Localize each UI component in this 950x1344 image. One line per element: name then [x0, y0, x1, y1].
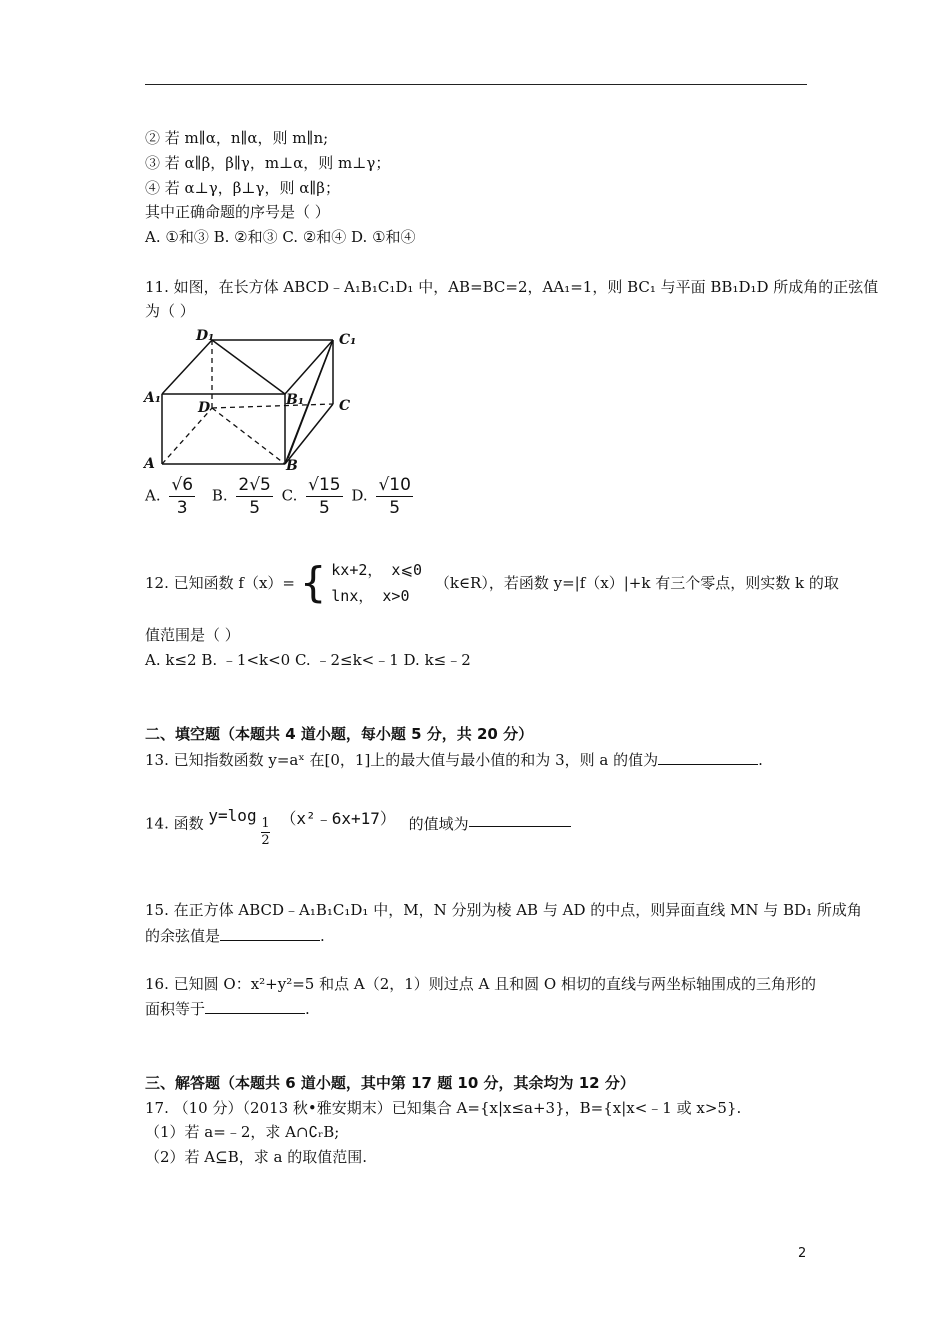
label-B: B [286, 458, 298, 474]
label-D1: D₁ [196, 328, 215, 344]
label-A1: A₁ [144, 390, 161, 406]
q13: 13. 已知指数函数 y=aˣ 在[0，1]上的最大值与最小值的和为 3，则 a 的值为 . [145, 751, 763, 769]
label-C: C [339, 398, 351, 414]
q11-option-d: D. $\frac{√10}{5}$ [351, 475, 411, 518]
q12-options: A. k≤2 B. ﹣1<k<0 C. ﹣2≤k<﹣1 D. k≤﹣2 [145, 651, 471, 669]
q11-stem-line1: 11. 如图，在长方体 ABCD﹣A₁B₁C₁D₁ 中，AB=BC=2，AA₁=1，则 BC₁ 与平面 BB₁D₁D 所成角的正弦值 [145, 278, 879, 296]
q16-answer-blank[interactable] [205, 999, 305, 1014]
q10-options: A. ①和③ B. ②和③ C. ②和④ D. ①和④ [145, 228, 416, 246]
q11-option-a: A. $\frac{√6}{3}$ [145, 475, 194, 518]
page-number: 2 [798, 1246, 807, 1261]
header-rule [145, 84, 807, 85]
label-D: D [198, 400, 211, 416]
q11-option-c: C. $\frac{√15}{5}$ [281, 475, 341, 518]
q16-line2: 面积等于 . [145, 1000, 310, 1018]
section3-heading: 三、解答题（本题共 6 道小题，其中第 17 题 10 分，其余均为 12 分） [145, 1074, 635, 1092]
q14-log-base: $\frac{1}{2}$ [261, 816, 270, 848]
q12-piecewise: kx+2， x⩽0 lnx， x>0 [331, 561, 423, 605]
q17-part2: （2）若 A⊆B，求 a 的取值范围. [145, 1148, 367, 1166]
q15-line2: 的余弦值是 . [145, 927, 325, 945]
q10-item-4: ④ 若 α⊥γ，β⊥γ，则 α∥β； [145, 179, 340, 197]
q10-item-2: ② 若 m∥α，n∥α，则 m∥n; [145, 129, 329, 147]
q11-stem-line2: 为（ ） [145, 302, 195, 320]
cuboid-figure [140, 322, 370, 474]
q11-option-b: B. $\frac{2√5}{5}$ [211, 475, 271, 518]
q10-item-3: ③ 若 α∥β，β∥γ，m⊥α，则 m⊥γ； [145, 154, 391, 172]
q16-line1: 16. 已知圆 O：x²+y²=5 和点 A（2，1）则过点 A 且和圆 O 相切的直线与两坐标轴围成的三角形的 [145, 975, 816, 993]
q15-answer-blank[interactable] [220, 926, 320, 941]
q11-options [145, 474, 417, 519]
q17-stem: 17. （10 分）（2013 秋•雅安期末）已知集合 A={x|x≤a+3}，B={x|x<﹣1 或 x>5}. [145, 1099, 742, 1117]
q17-part1: （1）若 a=﹣2，求 A∩∁ᵣB; [145, 1123, 340, 1141]
q12-stem-line2: 值范围是（ ） [145, 626, 240, 644]
q12-stem: 12. 已知函数 f（x）= { kx+2， x⩽0 lnx， x>0 （k∈R），若函数 y=|f（x）|+k 有三个零点，则实数 k 的取 [145, 558, 839, 607]
q10-prompt: 其中正确命题的序号是（ ） [145, 203, 330, 221]
label-A: A [144, 456, 155, 472]
q15-line1: 15. 在正方体 ABCD﹣A₁B₁C₁D₁ 中，M，N 分别为棱 AB 与 AD 的中点，则异面直线 MN 与 BD₁ 所成角 [145, 901, 862, 919]
q14: 14. 函数 y=log $\frac{1}{2}$ （x²﹣6x+17） 的值域为 [145, 812, 571, 845]
section2-heading: 二、填空题（本题共 4 道小题，每小题 5 分，共 20 分） [145, 725, 534, 743]
label-C1: C₁ [339, 332, 357, 348]
q13-answer-blank[interactable] [658, 750, 758, 765]
label-B1: B₁ [286, 392, 304, 408]
q14-answer-blank[interactable] [469, 812, 571, 827]
